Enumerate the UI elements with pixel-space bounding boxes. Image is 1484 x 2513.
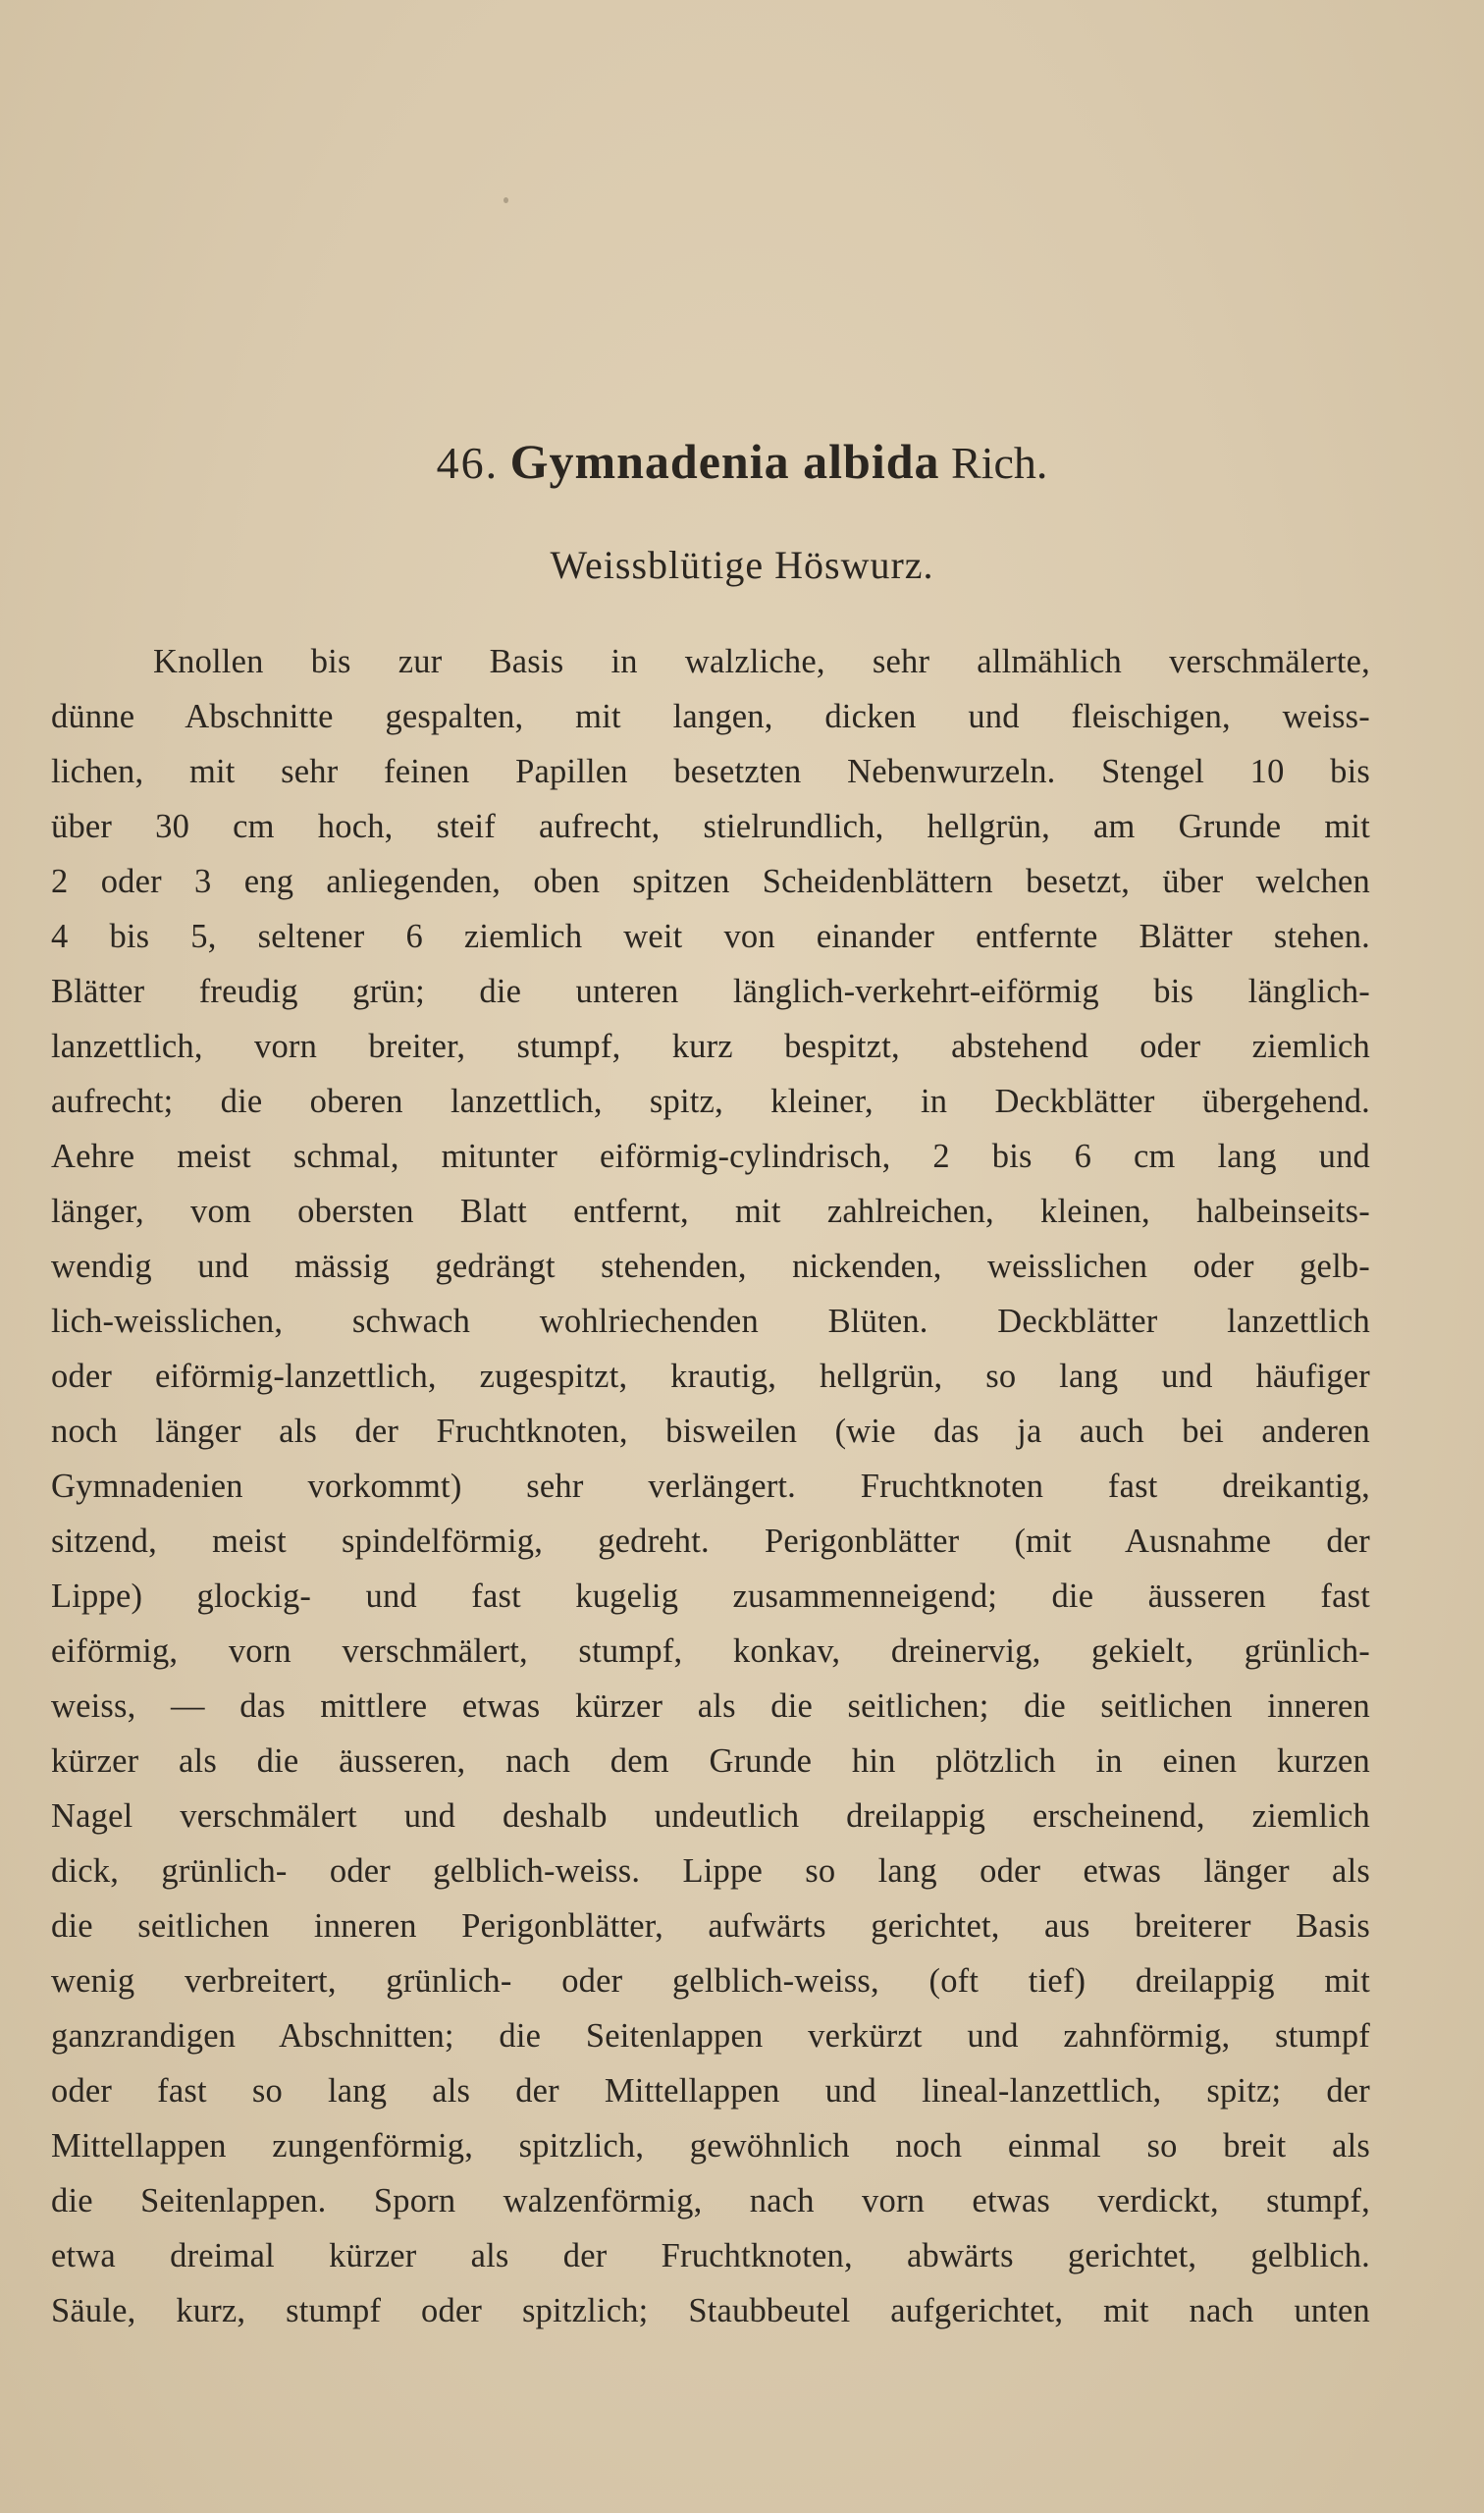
text-line: lichen, mit sehr feinen Papillen besetzten Nebenwurzeln. Stengel 10 bis — [51, 753, 1370, 790]
text-line: Aehre meist schmal, mitunter eiförmig-cylindrisch, 2 bis 6 cm lang und — [51, 1138, 1370, 1175]
text-line: lanzettlich, vorn breiter, stumpf, kurz bespitzt, abstehend oder ziemlich — [51, 1028, 1370, 1065]
text-line: die seitlichen inneren Perigonblätter, aufwärts gerichtet, aus breiterer Basis — [51, 1907, 1370, 1945]
species-author: Rich. — [951, 438, 1048, 488]
description-paragraph — [51, 634, 1370, 2338]
text-line: länger, vom obersten Blatt entfernt, mit zahlreichen, kleinen, halbeinseits- — [51, 1193, 1370, 1230]
text-line: Mittellappen zungenförmig, spitzlich, gewöhnlich noch einmal so breit als — [51, 2127, 1370, 2165]
text-line: weiss, — das mittlere etwas kürzer als die seitlichen; die seitlichen inneren — [51, 1687, 1370, 1725]
text-line: wenig verbreitert, grünlich- oder gelblich-weiss, (oft tief) dreilappig mit — [51, 1962, 1370, 2000]
text-line: oder eiförmig-lanzettlich, zugespitzt, krautig, hellgrün, so lang und häufiger — [51, 1358, 1370, 1395]
text-line: 4 bis 5, seltener 6 ziemlich weit von einander entfernte Blätter stehen. — [51, 918, 1370, 955]
text-line: sitzend, meist spindelförmig, gedreht. Perigonblätter (mit Ausnahme der — [51, 1523, 1370, 1560]
text-line: noch länger als der Fruchtknoten, bisweilen (wie das ja auch bei anderen — [51, 1413, 1370, 1450]
text-line: 2 oder 3 eng anliegenden, oben spitzen Scheidenblättern besetzt, über welchen — [51, 863, 1370, 900]
text-line: Blätter freudig grün; die unteren länglich-verkehrt-eiförmig bis länglich- — [51, 973, 1370, 1010]
text-line: über 30 cm hoch, steif aufrecht, stielrundlich, hellgrün, am Grunde mit — [51, 808, 1370, 845]
species-heading — [0, 432, 1484, 493]
text-line: die Seitenlappen. Sporn walzenförmig, nach vorn etwas verdickt, stumpf, — [51, 2182, 1370, 2219]
text-line: dick, grünlich- oder gelblich-weiss. Lippe so lang oder etwas länger als — [51, 1852, 1370, 1890]
text-line: kürzer als die äusseren, nach dem Grunde hin plötzlich in einen kurzen — [51, 1742, 1370, 1780]
text-line: Lippe) glockig- und fast kugelig zusammenneigend; die äusseren fast — [51, 1577, 1370, 1615]
text-line: Knollen bis zur Basis in walzliche, sehr allmählich verschmälerte, — [153, 643, 1370, 680]
text-line: wendig und mässig gedrängt stehenden, nickenden, weisslichen oder gelb- — [51, 1248, 1370, 1285]
text-line: dünne Abschnitte gespalten, mit langen, dicken und fleischigen, weiss- — [51, 698, 1370, 735]
common-name: Weissblütige Höswurz. — [550, 543, 934, 587]
text-line: Gymnadenien vorkommt) sehr verlängert. Fruchtknoten fast dreikantig, — [51, 1468, 1370, 1505]
text-line: aufrecht; die oberen lanzettlich, spitz, kleiner, in Deckblätter übergehend. — [51, 1083, 1370, 1120]
text-line: oder fast so lang als der Mittellappen und lineal-lanzettlich, spitz; der — [51, 2072, 1370, 2110]
text-line: lich-weisslichen, schwach wohlriechenden Blüten. Deckblätter lanzettlich — [51, 1303, 1370, 1340]
species-number: 46. — [436, 438, 500, 488]
text-line: Nagel verschmälert und deshalb undeutlich dreilappig erscheinend, ziemlich — [51, 1797, 1370, 1835]
text-line: Säule, kurz, stumpf oder spitzlich; Staubbeutel aufgerichtet, mit nach unten — [51, 2292, 1370, 2329]
species-name: Gymnadenia albida — [509, 434, 940, 489]
text-line: etwa dreimal kürzer als der Fruchtknoten, abwärts gerichtet, gelblich. — [51, 2237, 1370, 2274]
paper-speck — [504, 197, 508, 203]
text-line: ganzrandigen Abschnitten; die Seitenlappen verkürzt und zahnförmig, stumpf — [51, 2017, 1370, 2055]
text-line: eiförmig, vorn verschmälert, stumpf, konkav, dreinervig, gekielt, grünlich- — [51, 1632, 1370, 1670]
